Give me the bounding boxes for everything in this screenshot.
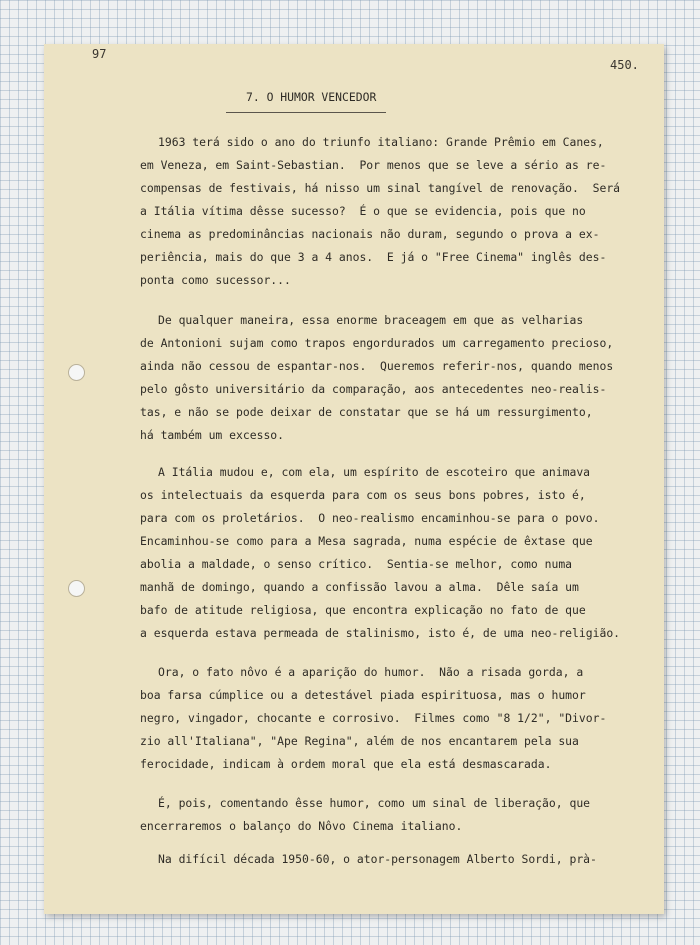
text-line: A Itália mudou e, com ela, um espírito de escoteiro que animava (158, 465, 591, 479)
text-line: em Veneza, em Saint-Sebastian. Por menos que se leve a sério as re- (140, 158, 607, 172)
handwritten-page-number: 97 (92, 47, 107, 61)
text-line: De qualquer maneira, essa enorme braceagem em que as velharias (158, 313, 584, 327)
punch-hole (68, 580, 85, 597)
text-line: há também um excesso. (140, 428, 285, 442)
text-line: para com os proletários. O neo-realismo encaminhou-se para o povo. (140, 511, 600, 525)
text-line: bafo de atitude religiosa, que encontra explicação no fato de que (140, 603, 586, 617)
text-line: compensas de festivais, há nisso um sinal tangível de renovação. Será (140, 181, 621, 195)
text-line: negro, vingador, chocante e corrosivo. Filmes como "8 1/2", "Divor- (140, 711, 607, 725)
text-line: ainda não cessou de espantar-nos. Queremos referir-nos, quando menos (140, 359, 614, 373)
text-line: Na difícil década 1950-60, o ator-personagem Alberto Sordi, prà- (158, 852, 597, 866)
text-line: a Itália vítima dêsse sucesso? É o que se evidencia, pois que no (140, 204, 586, 218)
text-line: É, pois, comentando êsse humor, como um sinal de liberação, que (158, 796, 591, 810)
text-line: zio all'Italiana", "Ape Regina", além de nos encantarem pela sua (140, 734, 579, 748)
text-line: de Antonioni sujam como trapos engordurados um carregamento precioso, (140, 336, 614, 350)
title-underline (226, 112, 386, 113)
text-line: os intelectuais da esquerda para com os seus bons pobres, isto é, (140, 488, 586, 502)
text-line: cinema as predominâncias nacionais não duram, segundo o prova a ex- (140, 227, 600, 241)
text-line: ferocidade, indicam à ordem moral que ela está desmascarada. (140, 757, 552, 771)
text-line: Encaminhou-se como para a Mesa sagrada, numa espécie de êxtase que (140, 534, 593, 548)
text-line: a esquerda estava permeada de stalinismo, isto é, de uma neo-religião. (140, 626, 621, 640)
typed-page (44, 44, 664, 914)
text-line: periência, mais do que 3 a 4 anos. E já o "Free Cinema" inglês des- (140, 250, 607, 264)
text-line: encerraremos o balanço do Nôvo Cinema italiano. (140, 819, 463, 833)
text-line: boa farsa cúmplice ou a detestável piada espirituosa, mas o humor (140, 688, 586, 702)
text-line: Ora, o fato nôvo é a aparição do humor. Não a risada gorda, a (158, 665, 584, 679)
punch-hole (68, 364, 85, 381)
text-line: tas, e não se pode deixar de constatar que se há um ressurgimento, (140, 405, 593, 419)
text-line: pelo gôsto universitário da comparação, aos antecedentes neo-realis- (140, 382, 607, 396)
text-line: abolia a maldade, o senso crítico. Sentia-se melhor, como numa (140, 557, 573, 571)
text-line: manhã de domingo, quando a confissão lavou a alma. Dêle saía um (140, 580, 579, 594)
typed-page-number: 450. (610, 58, 639, 72)
text-line: 1963 terá sido o ano do triunfo italiano: Grande Prêmio em Canes, (158, 135, 604, 149)
text-line: ponta como sucessor... (140, 273, 291, 287)
chapter-title: 7. O HUMOR VENCEDOR (246, 90, 377, 104)
